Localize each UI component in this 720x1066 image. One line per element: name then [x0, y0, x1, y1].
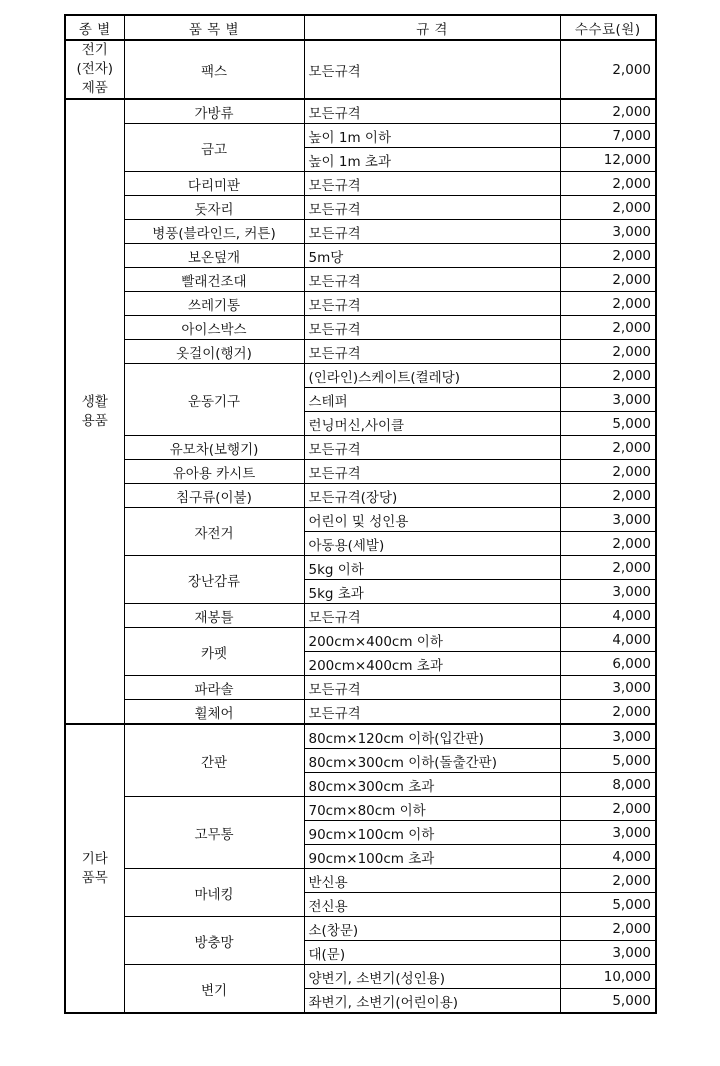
fee-cell: 2,000 [560, 244, 656, 268]
fee-cell: 2,000 [560, 172, 656, 196]
fee-cell: 5,000 [560, 893, 656, 917]
category-label-line: 생활 [81, 393, 108, 410]
category-label-line: 품목 [81, 869, 108, 886]
table-row [65, 797, 656, 821]
fee-cell: 3,000 [560, 941, 656, 965]
item-name-cell: 가방류 [124, 99, 304, 124]
fee-cell: 2,000 [560, 196, 656, 220]
fee-cell: 2,000 [560, 460, 656, 484]
item-name-cell: 카펫 [124, 628, 304, 676]
table-row [65, 604, 656, 628]
table-row [65, 869, 656, 893]
table-row [65, 965, 656, 989]
fee-table-body [65, 40, 656, 1013]
fee-cell: 5,000 [560, 749, 656, 773]
item-name-cell: 고무통 [124, 797, 304, 869]
spec-cell: 어린이 및 성인용 [304, 508, 560, 532]
fee-cell: 3,000 [560, 821, 656, 845]
fee-cell: 2,000 [560, 436, 656, 460]
item-name-cell: 쓰레기통 [124, 292, 304, 316]
table-row [65, 676, 656, 700]
category-cell [65, 40, 124, 99]
table-row [65, 556, 656, 580]
spec-cell: 아동용(세발) [304, 532, 560, 556]
fee-table [64, 14, 657, 1014]
fee-cell: 3,000 [560, 508, 656, 532]
fee-cell: 2,000 [560, 292, 656, 316]
spec-cell: 5m당 [304, 244, 560, 268]
table-row [65, 460, 656, 484]
fee-cell: 4,000 [560, 845, 656, 869]
spec-cell: 모든규격 [304, 172, 560, 196]
spec-cell: 모든규격 [304, 196, 560, 220]
spec-cell: 모든규격 [304, 676, 560, 700]
spec-cell: 높이 1m 초과 [304, 148, 560, 172]
spec-cell: 모든규격 [304, 316, 560, 340]
spec-cell: 200cm×400cm 초과 [304, 652, 560, 676]
spec-cell: 스테퍼 [304, 388, 560, 412]
category-label-line: 제품 [81, 80, 108, 96]
category-cell [65, 724, 124, 1013]
fee-cell: 3,000 [560, 724, 656, 749]
table-row [65, 364, 656, 388]
fee-cell: 3,000 [560, 580, 656, 604]
fee-cell: 8,000 [560, 773, 656, 797]
spec-cell: 80cm×300cm 이하(돌출간판) [304, 749, 560, 773]
fee-cell: 2,000 [560, 316, 656, 340]
spec-cell: 90cm×100cm 초과 [304, 845, 560, 869]
item-name-cell: 금고 [124, 124, 304, 172]
spec-cell: 모든규격 [304, 436, 560, 460]
header-category: 종 별 [65, 15, 124, 40]
fee-cell: 4,000 [560, 628, 656, 652]
fee-cell: 4,000 [560, 604, 656, 628]
spec-cell: 모든규격(장당) [304, 484, 560, 508]
spec-cell: 모든규격 [304, 604, 560, 628]
spec-cell: 모든규격 [304, 292, 560, 316]
spec-cell: 전신용 [304, 893, 560, 917]
fee-cell: 2,000 [560, 40, 656, 99]
table-row [65, 628, 656, 652]
table-row [65, 724, 656, 749]
spec-cell: 80cm×120cm 이하(입간판) [304, 724, 560, 749]
table-row [65, 316, 656, 340]
table-row [65, 244, 656, 268]
fee-cell: 2,000 [560, 917, 656, 941]
category-label-line: 전기 [81, 42, 108, 58]
item-name-cell: 옷걸이(행거) [124, 340, 304, 364]
item-name-cell: 유모차(보행기) [124, 436, 304, 460]
fee-cell: 10,000 [560, 965, 656, 989]
table-row [65, 40, 656, 99]
item-name-cell: 방충망 [124, 917, 304, 965]
fee-cell: 2,000 [560, 532, 656, 556]
item-name-cell: 침구류(이불) [124, 484, 304, 508]
fee-cell: 6,000 [560, 652, 656, 676]
table-row [65, 124, 656, 148]
table-row [65, 436, 656, 460]
item-name-cell: 돗자리 [124, 196, 304, 220]
fee-cell: 12,000 [560, 148, 656, 172]
item-name-cell: 보온덮개 [124, 244, 304, 268]
fee-cell: 2,000 [560, 484, 656, 508]
table-row [65, 484, 656, 508]
item-name-cell: 재봉틀 [124, 604, 304, 628]
spec-cell: 대(문) [304, 941, 560, 965]
spec-cell: 모든규격 [304, 99, 560, 124]
table-row [65, 220, 656, 244]
item-name-cell: 운동기구 [124, 364, 304, 436]
category-label-line: 기타 [81, 850, 108, 867]
header-fee: 수수료(원) [560, 15, 656, 40]
item-name-cell: 빨래건조대 [124, 268, 304, 292]
fee-cell: 7,000 [560, 124, 656, 148]
fee-cell: 2,000 [560, 556, 656, 580]
header-spec: 규 격 [304, 15, 560, 40]
fee-cell: 5,000 [560, 989, 656, 1014]
spec-cell: 좌변기, 소변기(어린이용) [304, 989, 560, 1014]
item-name-cell: 팩스 [124, 40, 304, 99]
fee-cell: 5,000 [560, 412, 656, 436]
spec-cell: 200cm×400cm 이하 [304, 628, 560, 652]
item-name-cell: 휠체어 [124, 700, 304, 725]
fee-cell: 2,000 [560, 268, 656, 292]
spec-cell: 모든규격 [304, 268, 560, 292]
spec-cell: 모든규격 [304, 220, 560, 244]
item-name-cell: 간판 [124, 724, 304, 797]
item-name-cell: 유아용 카시트 [124, 460, 304, 484]
table-row [65, 99, 656, 124]
table-row [65, 292, 656, 316]
item-name-cell: 자전거 [124, 508, 304, 556]
fee-cell: 2,000 [560, 797, 656, 821]
item-name-cell: 장난감류 [124, 556, 304, 604]
spec-cell: 70cm×80cm 이하 [304, 797, 560, 821]
spec-cell: 5kg 이하 [304, 556, 560, 580]
category-label-line: (전자) [76, 61, 114, 77]
spec-cell: 모든규격 [304, 460, 560, 484]
table-row [65, 268, 656, 292]
table-row [65, 196, 656, 220]
spec-cell: 양변기, 소변기(성인용) [304, 965, 560, 989]
fee-cell: 2,000 [560, 869, 656, 893]
spec-cell: 높이 1m 이하 [304, 124, 560, 148]
item-name-cell: 파라솔 [124, 676, 304, 700]
table-row [65, 172, 656, 196]
item-name-cell: 다리미판 [124, 172, 304, 196]
spec-cell: 반신용 [304, 869, 560, 893]
fee-cell: 2,000 [560, 700, 656, 725]
header-item: 품 목 별 [124, 15, 304, 40]
fee-cell: 3,000 [560, 676, 656, 700]
category-label-line: 용품 [81, 412, 108, 429]
spec-cell: 런닝머신,사이클 [304, 412, 560, 436]
fee-cell: 2,000 [560, 99, 656, 124]
spec-cell: 80cm×300cm 초과 [304, 773, 560, 797]
fee-cell: 3,000 [560, 220, 656, 244]
item-name-cell: 변기 [124, 965, 304, 1014]
spec-cell: (인라인)스케이트(켤레당) [304, 364, 560, 388]
spec-cell: 90cm×100cm 이하 [304, 821, 560, 845]
fee-cell: 2,000 [560, 340, 656, 364]
spec-cell: 모든규격 [304, 40, 560, 99]
item-name-cell: 마네킹 [124, 869, 304, 917]
category-cell [65, 99, 124, 724]
table-row [65, 917, 656, 941]
header-row [65, 15, 656, 40]
item-name-cell: 병풍(블라인드, 커튼) [124, 220, 304, 244]
item-name-cell: 아이스박스 [124, 316, 304, 340]
spec-cell: 모든규격 [304, 700, 560, 725]
fee-cell: 3,000 [560, 388, 656, 412]
fee-cell: 2,000 [560, 364, 656, 388]
spec-cell: 5kg 초과 [304, 580, 560, 604]
table-row [65, 340, 656, 364]
table-row [65, 508, 656, 532]
spec-cell: 소(창문) [304, 917, 560, 941]
spec-cell: 모든규격 [304, 340, 560, 364]
table-row [65, 700, 656, 725]
